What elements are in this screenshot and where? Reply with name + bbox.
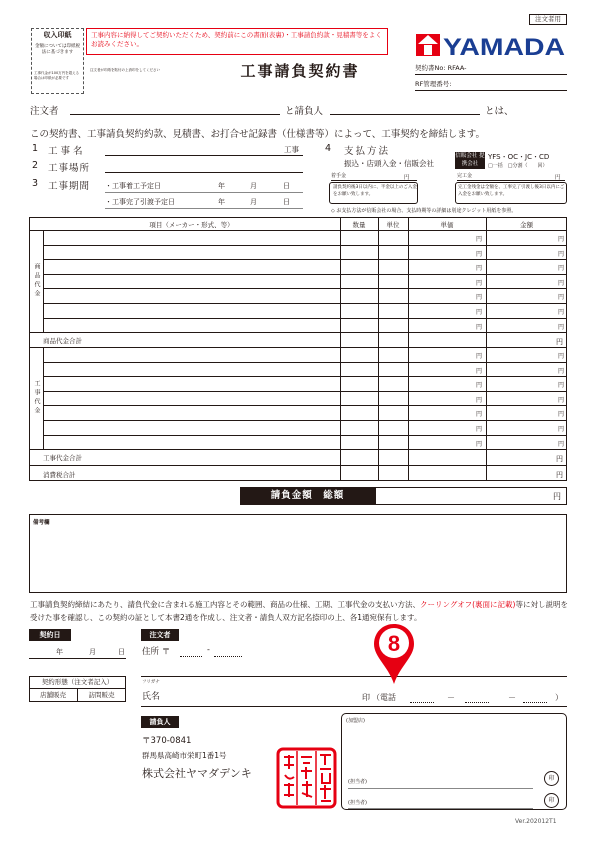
stamp-note: 金額については印紙税法に基づきます bbox=[35, 44, 80, 55]
end-date-line[interactable] bbox=[105, 208, 303, 209]
col-unit-header: 単位 bbox=[386, 221, 400, 229]
work-amount-yen: 円 bbox=[558, 426, 565, 433]
stamp-small-note: 工事代金が100万円を超える場合は印紙が必要です bbox=[34, 71, 80, 80]
end-date-label: ・工事完了引渡予定日 bbox=[105, 198, 175, 206]
work-row-line bbox=[29, 449, 567, 450]
page-title: 工事請負契約書 bbox=[240, 62, 360, 80]
work-price-yen: 円 bbox=[476, 396, 483, 404]
work-period-label: 工事期間 bbox=[48, 181, 91, 192]
goods-price-yen: 円 bbox=[476, 294, 483, 302]
goods-row-line bbox=[43, 259, 567, 260]
goods-price-yen: 円 bbox=[476, 250, 483, 258]
contractor-company: 株式会社ヤマダデンキ bbox=[142, 767, 252, 780]
work-row-line bbox=[43, 362, 567, 363]
end-day: 日 bbox=[283, 198, 290, 206]
stamp-small-note-2: 注文者が印紙を貼付の上消印をしてください bbox=[90, 68, 160, 72]
zip-line-1[interactable] bbox=[180, 656, 202, 657]
phone-line-3[interactable] bbox=[523, 702, 547, 703]
goods-row-line bbox=[43, 318, 567, 319]
version-label: Ver.202012T1 bbox=[515, 818, 557, 825]
orderer-address-label: 住所 〒 bbox=[142, 647, 171, 657]
goods-price-yen: 円 bbox=[476, 236, 483, 243]
work-amount-yen: 円 bbox=[558, 440, 565, 448]
address-line[interactable] bbox=[141, 676, 567, 677]
col-item-header: 項目（メーカー・形式、等） bbox=[149, 221, 234, 229]
confirmation-text-1: 工事請負契約締結にあたり、請負代金に含まれる施工内容とその範囲、商品の仕様、工期、工事代金の支払い方法、 bbox=[30, 600, 420, 609]
goods-amount-yen: 円 bbox=[558, 279, 565, 287]
goods-price-yen: 円 bbox=[476, 323, 483, 331]
name-seal: 印 bbox=[362, 693, 370, 702]
start-year: 年 bbox=[218, 182, 225, 190]
down-payment-note: 請負契約後3日以内に、半金以上のご入金をお願い致します。 bbox=[333, 185, 417, 197]
staff-line-1[interactable] bbox=[348, 788, 533, 789]
rf-number: RF管理番号: bbox=[415, 79, 567, 91]
work-row-line bbox=[43, 391, 567, 392]
col-price-header: 単価 bbox=[440, 221, 454, 229]
logo-text: YAMADA bbox=[443, 34, 565, 60]
down-payment-line[interactable] bbox=[331, 180, 417, 181]
phone-dash-1: － bbox=[447, 693, 455, 702]
item-number-1: 1 bbox=[32, 143, 39, 154]
contractor-zip: 〒370-0841 bbox=[142, 736, 192, 746]
staff-seal-2: 印 bbox=[544, 793, 559, 808]
work-row-line bbox=[43, 420, 567, 421]
start-day: 日 bbox=[283, 182, 290, 190]
end-year: 年 bbox=[218, 198, 225, 206]
contractor-label: と請負人 bbox=[285, 106, 324, 117]
notes-label: 備考欄 bbox=[33, 520, 50, 526]
goods-amount-yen: 円 bbox=[558, 265, 565, 273]
start-month: 月 bbox=[250, 182, 257, 190]
item-number-2: 2 bbox=[32, 160, 39, 171]
contract-year: 年 bbox=[56, 648, 63, 656]
orderer-label: 注文者 bbox=[30, 106, 59, 117]
confirmation-text-2: 等に対し説明を受けた事を確認し、この契約の証として本書2通を作成し、注文者・請負人双方記名捺印の上、各1通宛保有します。 bbox=[30, 600, 568, 622]
phone-label: （電話 bbox=[372, 693, 396, 702]
name-line[interactable] bbox=[141, 706, 567, 707]
col-line-unit bbox=[378, 217, 379, 481]
contract-form-label: 契約形態（注文者記入） bbox=[41, 678, 114, 686]
zip-dash: - bbox=[207, 645, 210, 654]
work-price-yen: 円 bbox=[476, 353, 483, 360]
goods-amount-yen: 円 bbox=[558, 309, 565, 316]
contract-date-label: 契約日 bbox=[29, 629, 71, 641]
goods-amount-yen: 円 bbox=[558, 250, 565, 258]
goods-amount-yen: 円 bbox=[558, 236, 565, 243]
credit-company-tag: 信販会社 提携会社 bbox=[455, 153, 485, 167]
contractor-line[interactable] bbox=[330, 114, 480, 115]
furigana-label: フリガナ bbox=[142, 680, 160, 685]
col-line-amount bbox=[486, 217, 487, 481]
stamp-title: 収入印紙 bbox=[43, 31, 72, 39]
work-price-yen: 円 bbox=[476, 382, 483, 390]
work-site-line[interactable] bbox=[105, 172, 303, 173]
work-amount-yen: 円 bbox=[558, 411, 565, 419]
work-name-label: 工事名 bbox=[48, 146, 86, 157]
goods-amount-yen: 円 bbox=[558, 294, 565, 302]
work-site-label: 工事場所 bbox=[48, 163, 91, 174]
copy-label: 注文者用 bbox=[529, 14, 567, 25]
cooling-off-text: クーリングオフ(裏面に記載) bbox=[420, 600, 516, 609]
final-payment-yen: 円 bbox=[555, 175, 561, 181]
work-suffix: 工事 bbox=[284, 145, 299, 154]
zip-line-2[interactable] bbox=[214, 656, 242, 657]
work-amount-yen: 円 bbox=[558, 353, 565, 360]
col-line-price bbox=[408, 217, 409, 481]
orderer-block-label: 注文者 bbox=[141, 629, 179, 641]
goods-row-line bbox=[43, 288, 567, 289]
start-date-label: ・工事着工予定日 bbox=[105, 182, 161, 190]
work-amount-yen: 円 bbox=[558, 367, 565, 375]
tax-total-yen: 円 bbox=[556, 471, 563, 479]
payment-footnote: ◇ お支払方法が信販会社の場合、支払時期等の詳細は別途クレジット用紙を参照。 bbox=[331, 208, 517, 214]
work-total-yen: 円 bbox=[556, 455, 563, 463]
staff-label-2: (担当者) bbox=[348, 800, 367, 806]
item-number-3: 3 bbox=[32, 178, 39, 189]
goods-total-label: 商品代金合計 bbox=[43, 337, 82, 345]
contractor-address: 群馬県高崎市栄町1番1号 bbox=[142, 751, 227, 760]
work-row-line bbox=[43, 435, 567, 436]
goods-row-line bbox=[29, 332, 567, 333]
towa-text: とは、 bbox=[485, 106, 514, 117]
col-amount-header: 金額 bbox=[520, 221, 533, 229]
goods-row-line bbox=[43, 274, 567, 275]
work-row-line bbox=[43, 376, 567, 377]
goods-price-yen: 円 bbox=[476, 265, 483, 273]
marker-number: 8 bbox=[387, 631, 401, 656]
col-line-qty bbox=[340, 217, 341, 481]
work-amount-yen: 円 bbox=[558, 382, 565, 390]
payment-methods: 振込・店頭入金・信販会社 bbox=[344, 159, 434, 168]
item-number-4: 4 bbox=[325, 143, 332, 154]
goods-price-yen: 円 bbox=[476, 279, 483, 287]
start-date-line[interactable] bbox=[105, 192, 303, 193]
work-price-yen: 円 bbox=[476, 440, 483, 448]
contract-number: 契約書No: RFAA- bbox=[415, 63, 567, 75]
work-total-line bbox=[29, 465, 567, 466]
work-price-yen: 円 bbox=[476, 367, 483, 375]
contract-date-line[interactable] bbox=[29, 658, 126, 659]
orderer-line[interactable] bbox=[70, 114, 280, 115]
final-payment-line[interactable] bbox=[457, 180, 565, 181]
staff-line-2[interactable] bbox=[348, 808, 533, 809]
work-price-yen: 円 bbox=[476, 411, 483, 419]
goods-price-yen: 円 bbox=[476, 309, 483, 316]
total-amount-yen: 円 bbox=[553, 492, 561, 501]
notes-box[interactable] bbox=[29, 514, 567, 593]
tax-total-label: 消費税合計 bbox=[43, 471, 76, 479]
down-payment-label: 着手金 bbox=[331, 173, 347, 179]
contractor-block-label: 請負人 bbox=[141, 716, 179, 728]
goods-section-label: 商品代金 bbox=[33, 263, 40, 299]
total-amount-label: 請負金額 総額 bbox=[240, 487, 375, 505]
staff-label-1: (担当者) bbox=[348, 779, 367, 785]
contract-statement: この契約書、工事請負契約約款、見積書、お打合せ記録書（仕様書等）によって、工事契約を締結します。 bbox=[30, 129, 486, 140]
agent-sign-box bbox=[341, 713, 567, 810]
phone-dash-2: － bbox=[508, 693, 516, 702]
work-name-line[interactable] bbox=[105, 155, 303, 156]
goods-row-line bbox=[43, 245, 567, 246]
map-pin-marker-icon bbox=[372, 622, 416, 686]
confirmation-text bbox=[30, 598, 568, 624]
contract-day: 日 bbox=[118, 648, 125, 656]
down-payment-yen: 円 bbox=[404, 175, 410, 181]
phone-close: ） bbox=[555, 693, 563, 702]
payment-label: 支払方法 bbox=[344, 146, 391, 157]
credit-installment: □一括 □分割（ 回） bbox=[488, 163, 548, 169]
store-label: (加盟店) bbox=[346, 718, 365, 724]
goods-total-yen: 円 bbox=[556, 338, 563, 346]
visit-sale-option[interactable]: 訪問販売 bbox=[88, 691, 115, 699]
staff-seal-1: 印 bbox=[544, 771, 559, 786]
goods-row-line bbox=[43, 303, 567, 304]
contract-month: 月 bbox=[89, 648, 96, 656]
final-payment-label: 完工金 bbox=[457, 173, 473, 179]
credit-options: YFS・OC・JC・CD bbox=[488, 153, 550, 161]
work-price-yen: 円 bbox=[476, 426, 483, 433]
phone-line-1[interactable] bbox=[410, 702, 434, 703]
final-payment-note: 完工金残金は全額を、工事完了引渡し後3日以内にご入金をお願い致します。 bbox=[458, 185, 565, 197]
work-section-label: 工事代金 bbox=[33, 380, 40, 416]
yamada-logo bbox=[415, 30, 567, 60]
work-total-label: 工事代金合計 bbox=[43, 454, 82, 462]
total-amount-field[interactable] bbox=[375, 487, 567, 505]
orderer-name-label: 氏名 bbox=[142, 692, 161, 702]
store-sale-option[interactable]: 店舗販売 bbox=[40, 691, 66, 699]
phone-line-2[interactable] bbox=[465, 702, 489, 703]
work-row-line bbox=[43, 405, 567, 406]
goods-amount-yen: 円 bbox=[558, 323, 565, 331]
company-seal-stamp bbox=[276, 747, 337, 809]
goods-total-line bbox=[29, 347, 567, 348]
red-notice: 工事内容に納得してご契約いただくため、契約前にこの書面(表裏)・工事請負約款・見積書等をよくお読みください。 bbox=[86, 28, 388, 55]
work-amount-yen: 円 bbox=[558, 396, 565, 404]
col-qty-header: 数量 bbox=[352, 221, 366, 229]
end-month: 月 bbox=[250, 198, 257, 206]
